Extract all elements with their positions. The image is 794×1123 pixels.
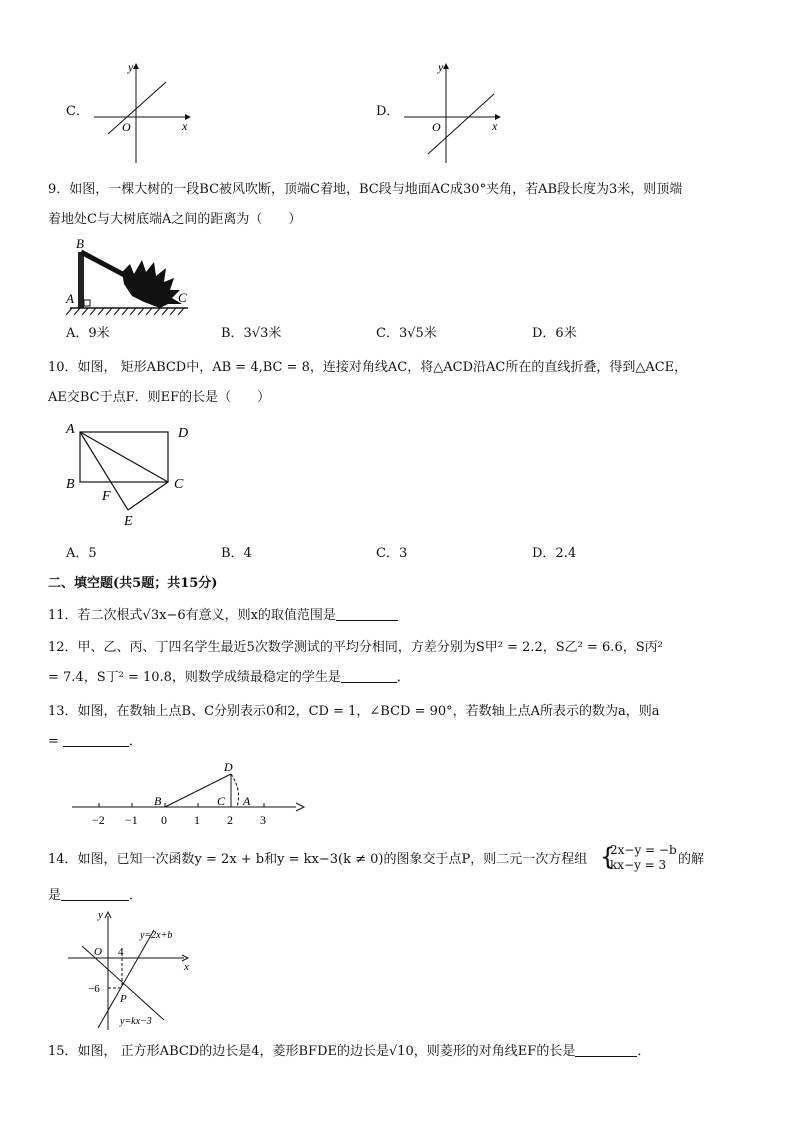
q9-tree-figure bbox=[60, 238, 195, 318]
section-2-heading: 二、填空题(共5题；共15分) bbox=[48, 576, 218, 591]
q13-stem: = bbox=[48, 734, 59, 749]
axis-y-label: y bbox=[98, 909, 103, 921]
q15-stem: 15．如图， 正方形ABCD的边长是4，菱形BFDE的边长是√10，则菱形的对角线EF的长是 bbox=[48, 1044, 576, 1059]
q14-answer-blank[interactable] bbox=[61, 886, 129, 901]
q13-line2 bbox=[48, 732, 142, 752]
point-d-label: D bbox=[178, 426, 189, 441]
q15-text bbox=[48, 1042, 650, 1062]
q13-answer-blank[interactable] bbox=[63, 732, 129, 747]
option-c-label: C． bbox=[66, 104, 89, 119]
axis-x-label: x bbox=[184, 961, 189, 973]
q11-stem: 11．若二次根式√3x−6有意义，则x的取值范围是 bbox=[48, 608, 336, 623]
option-c-graph bbox=[90, 58, 200, 168]
point-e-label: E bbox=[124, 514, 133, 529]
q13-line1: 13．如图，在数轴上点B、C分别表示0和2，CD = 1，∠BCD = 90°，若数轴上点A所表示的数为a，则a bbox=[48, 704, 660, 719]
point-a-label: A bbox=[66, 291, 74, 306]
axis-y-label: y bbox=[128, 60, 134, 74]
q12-answer-blank[interactable] bbox=[341, 668, 397, 683]
q10-option-a: A．5 bbox=[66, 546, 97, 561]
q14-line1-end: 的解 bbox=[678, 852, 705, 867]
point-f-label: F bbox=[102, 489, 111, 504]
tick-label: −1 bbox=[125, 813, 138, 827]
q9-line2: 着地处C与大树底端A之间的距离为（ ） bbox=[48, 212, 302, 227]
brace-icon: { bbox=[600, 843, 616, 871]
q11-answer-blank[interactable] bbox=[336, 606, 398, 621]
origin-label: O bbox=[432, 120, 441, 134]
q9-line1: 9．如图，一棵大树的一段BC被风吹断，顶端C着地，BC段与地面AC成30°夹角，若AB段长度为3米，则顶端 bbox=[48, 182, 683, 197]
tick-4-label: 4 bbox=[118, 946, 124, 958]
point-a-label: A bbox=[66, 422, 75, 437]
tick-label: −2 bbox=[92, 813, 105, 827]
axis-x-label: x bbox=[182, 119, 188, 133]
q9-option-a: A．9米 bbox=[66, 326, 110, 341]
q14-line2 bbox=[48, 886, 142, 906]
option-d-graph bbox=[400, 58, 510, 168]
point-a-label: A bbox=[243, 794, 251, 808]
q10-option-c: C．3 bbox=[376, 546, 408, 561]
line-1-label: y=2x+b bbox=[140, 930, 173, 941]
tick-label: 2 bbox=[227, 813, 233, 827]
point-b-label: B bbox=[76, 236, 84, 251]
q14-end: ． bbox=[129, 888, 143, 903]
tick-label: 1 bbox=[194, 813, 200, 827]
q9-option-d: D．6米 bbox=[532, 326, 577, 341]
q10-option-b: B．4 bbox=[221, 546, 252, 561]
point-b-label: B bbox=[154, 794, 162, 808]
point-c-label: C bbox=[217, 794, 226, 808]
point-d-label: D bbox=[224, 760, 233, 774]
origin-label: O bbox=[94, 946, 102, 958]
q12-stem: = 7.4，S丁² = 10.8，则数学成绩最稳定的学生是 bbox=[48, 670, 341, 685]
q13-end: ． bbox=[128, 734, 142, 749]
tick-label: 0 bbox=[161, 813, 167, 827]
axis-y-label: y bbox=[438, 60, 444, 74]
q15-answer-blank[interactable] bbox=[575, 1042, 637, 1057]
option-d-label: D． bbox=[376, 104, 400, 119]
point-b-label: B bbox=[66, 477, 75, 492]
q10-line2: AE交BC于点F．则EF的长是（ ） bbox=[48, 390, 271, 405]
q14-equation-1: 2x−y = −b bbox=[610, 843, 677, 857]
point-p-label: P bbox=[120, 993, 127, 1005]
q14-equation-2: kx−y = 3 bbox=[610, 858, 667, 872]
q13-number-line-figure bbox=[70, 760, 310, 830]
tick-neg6-label: −6 bbox=[88, 983, 100, 995]
line-2-label: y=kx−3 bbox=[120, 1016, 152, 1027]
q12-end: ． bbox=[396, 670, 410, 685]
q14-graph-figure bbox=[64, 908, 194, 1033]
q9-option-c: C．3√5米 bbox=[376, 326, 437, 341]
axis-x-label: x bbox=[492, 119, 498, 133]
point-c-label: C bbox=[178, 290, 187, 305]
q9-option-b: B．3√3米 bbox=[221, 326, 282, 341]
q10-option-d: D．2.4 bbox=[532, 546, 577, 561]
q10-rectangle-figure bbox=[62, 418, 202, 533]
q14-line1: 14．如图，已知一次函数y = 2x + b和y = kx−3(k ≠ 0)的图象交于点P，则二元一次方程组 bbox=[48, 852, 588, 867]
origin-label: O bbox=[122, 120, 131, 134]
tick-label: 3 bbox=[260, 813, 266, 827]
q11-text bbox=[48, 606, 398, 626]
q12-line1: 12．甲、乙、丙、丁四名学生最近5次数学测试的平均分相同，方差分别为S甲² = 2.2，S乙² = 6.6，S丙² bbox=[48, 640, 663, 655]
q14-stem: 是 bbox=[48, 888, 62, 903]
q15-end: ． bbox=[637, 1044, 651, 1059]
point-c-label: C bbox=[174, 477, 184, 492]
q10-line1: 10．如图， 矩形ABCD中，AB = 4,BC = 8，连接对角线AC，将△ACD沿AC所在的直线折叠，得到△ACE， bbox=[48, 360, 688, 375]
q12-line2 bbox=[48, 668, 410, 688]
